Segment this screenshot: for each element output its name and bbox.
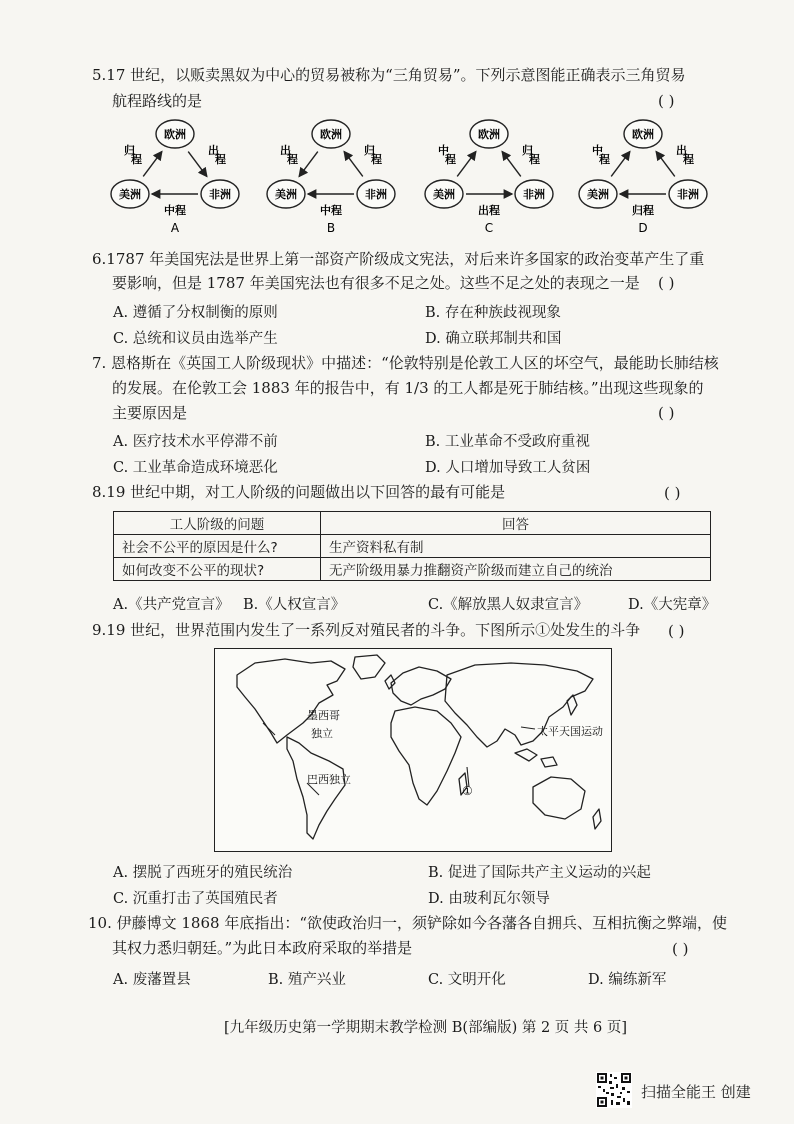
q5-arrow-right-edge xyxy=(188,152,207,177)
q9-option-c: C. 沉重打击了英国殖民者 xyxy=(113,891,278,907)
map-label-mexico-1: 墨西哥 xyxy=(307,709,340,722)
world-map xyxy=(214,648,612,852)
q5-node-label: 欧洲 xyxy=(478,128,500,141)
greenland-outline xyxy=(353,655,385,679)
q5-node-label: 美洲 xyxy=(587,188,609,201)
q5-diagram-letter: A xyxy=(170,221,180,235)
q8-answer-blank: ( ) xyxy=(664,484,681,502)
australia-outline xyxy=(533,777,585,819)
q5-arrow-right-edge xyxy=(344,152,363,177)
q8-table-header-answer: 回答 xyxy=(321,512,711,535)
q5-diagram-letter: D xyxy=(638,221,648,235)
q5-label-left-edge: 中程 xyxy=(438,144,456,166)
q7-option-c: C. 工业革命造成环境恶化 xyxy=(113,460,278,476)
q5-label-right-edge: 归程 xyxy=(522,144,540,166)
q8-option-a: A.《共产党宣言》 xyxy=(113,597,230,613)
q5-node-label: 欧洲 xyxy=(320,128,342,141)
europe-outline xyxy=(391,667,451,705)
table-row xyxy=(114,558,711,581)
q10-option-c: C. 文明开化 xyxy=(428,972,506,988)
q9-option-b: B. 促进了国际共产主义运动的兴起 xyxy=(428,865,651,881)
q6-answer-blank: ( ) xyxy=(658,274,675,292)
q8-option-b: B.《人权宣言》 xyxy=(243,597,346,613)
q5-node-label: 美洲 xyxy=(433,188,455,201)
taiping-arrow xyxy=(521,727,535,729)
q7-stem-line3: 主要原因是 xyxy=(112,404,188,422)
south-america-outline xyxy=(287,737,345,839)
britain-outline xyxy=(385,675,395,689)
q5-node-label: 美洲 xyxy=(119,188,141,201)
q5-label-right-edge: 出程 xyxy=(676,144,694,166)
q6-stem-line2: 要影响，但是 1787 年美国宪法也有很多不足之处。这些不足之处的表现之一是 xyxy=(112,274,640,292)
q5-diagram-d xyxy=(578,116,708,236)
africa-outline xyxy=(391,707,461,805)
q9-option-a: A. 摆脱了西班牙的殖民统治 xyxy=(113,865,293,881)
q7-stem-line2: 的发展。在伦敦工会 1883 年的报告中，有 1/3 的工人都是死于肺结核。”出现这些现象的 xyxy=(112,379,704,397)
q6-option-c: C. 总统和议员由选举产生 xyxy=(113,331,278,347)
q5-arrow-left-edge xyxy=(299,152,318,177)
map-label-mexico-2: 独立 xyxy=(311,727,333,740)
q5-node-label: 美洲 xyxy=(275,188,297,201)
islands-outline xyxy=(515,749,557,767)
q8-table-cell: 无产阶级用暴力推翻资产阶级而建立自己的统治 xyxy=(321,558,711,581)
q5-label-bottom-edge: 归程 xyxy=(632,204,654,217)
mexico-arrow xyxy=(263,723,275,735)
q5-diagram-letter: C xyxy=(484,221,494,235)
q8-table-header-row xyxy=(114,512,711,535)
q5-diagram-c xyxy=(424,116,554,236)
q9-stem-line1: 9.19 世纪，世界范围内发生了一系列反对殖民者的斗争。下图所示①处发生的斗争 xyxy=(92,621,641,639)
map-marker-1: ① xyxy=(462,784,473,798)
q5-node-label: 非洲 xyxy=(677,188,699,201)
world-map-drawing xyxy=(215,649,611,851)
q8-table-cell: 生产资料私有制 xyxy=(321,535,711,558)
q10-option-b: B. 殖产兴业 xyxy=(268,972,346,988)
q5-label-right-edge: 出程 xyxy=(208,144,226,166)
q7-answer-blank: ( ) xyxy=(658,404,675,422)
map-label-taiping: 太平天国运动 xyxy=(537,725,603,738)
q8-table-cell: 社会不公平的原因是什么? xyxy=(114,535,321,558)
q10-stem-line1: 10. 伊藤博文 1868 年底指出：“欲使政治归一，须铲除如今各藩各自拥兵、互相抗衡之弊端，使 xyxy=(88,914,728,932)
q5-answer-blank: ( ) xyxy=(658,92,675,110)
q5-arrow-right-edge xyxy=(656,152,675,177)
q7-option-b: B. 工业革命不受政府重视 xyxy=(425,434,590,450)
q7-stem-line1: 7. 恩格斯在《英国工人阶级现状》中描述：“伦敦特别是伦敦工人区的坏空气，最能助长肺结核 xyxy=(92,354,719,372)
q5-label-bottom-edge: 出程 xyxy=(478,204,500,217)
q5-arrow-left-edge xyxy=(611,152,630,177)
q5-node-label: 非洲 xyxy=(523,188,545,201)
q6-option-d: D. 确立联邦制共和国 xyxy=(425,331,562,347)
q10-answer-blank: ( ) xyxy=(672,940,689,958)
q5-node-label: 欧洲 xyxy=(632,128,654,141)
q8-option-c: C.《解放黑人奴隶宣言》 xyxy=(428,597,589,613)
q5-label-bottom-edge: 中程 xyxy=(164,204,186,217)
q10-stem-line2: 其权力悉归朝廷。”为此日本政府采取的举措是 xyxy=(112,939,413,957)
q8-option-d: D.《大宪章》 xyxy=(628,597,717,613)
japan-outline xyxy=(567,695,577,715)
q7-option-d: D. 人口增加导致工人贫困 xyxy=(425,460,591,476)
q5-node-label: 非洲 xyxy=(365,188,387,201)
q5-node-label: 欧洲 xyxy=(164,128,186,141)
watermark-text: 扫描全能王 创建 xyxy=(641,1083,751,1101)
page-footer: [九年级历史第一学期期末教学检测 B(部编版) 第 2 页 共 6 页] xyxy=(224,1020,627,1036)
q5-label-right-edge: 归程 xyxy=(364,144,382,166)
q5-label-bottom-edge: 中程 xyxy=(320,204,342,217)
table-row xyxy=(114,535,711,558)
q9-option-d: D. 由玻利瓦尔领导 xyxy=(428,891,550,907)
q6-option-a: A. 遵循了分权制衡的原则 xyxy=(113,305,278,321)
q6-stem-line1: 6.1787 年美国宪法是世界上第一部资产阶级成文宪法，对后来许多国家的政治变革产生了重 xyxy=(92,250,705,268)
q5-arrow-left-edge xyxy=(457,152,476,177)
q6-option-b: B. 存在种族歧视现象 xyxy=(425,305,561,321)
q5-arrow-left-edge xyxy=(143,152,162,177)
q5-label-left-edge: 归程 xyxy=(124,144,142,166)
q10-option-d: D. 编练新军 xyxy=(588,972,667,988)
q5-diagram-a xyxy=(110,116,240,236)
map-label-brazil: 巴西独立 xyxy=(307,773,351,786)
q5-diagram-b xyxy=(266,116,396,236)
q5-label-left-edge: 中程 xyxy=(592,144,610,166)
new-zealand-outline xyxy=(593,809,601,829)
q8-table-header-question: 工人阶级的问题 xyxy=(114,512,321,535)
q5-arrow-right-edge xyxy=(502,152,521,177)
q5-stem-line2: 航程路线的是 xyxy=(112,92,203,110)
q10-option-a: A. 废藩置县 xyxy=(113,972,191,988)
q5-stem-line1: 5.17 世纪，以贩卖黑奴为中心的贸易被称为“三角贸易”。下列示意图能正确表示三角贸易 xyxy=(92,66,686,84)
q8-stem-line1: 8.19 世纪中期，对工人阶级的问题做出以下回答的最有可能是 xyxy=(92,483,506,501)
q8-table-cell: 如何改变不公平的现状? xyxy=(114,558,321,581)
q8-table xyxy=(113,511,711,581)
q9-answer-blank: ( ) xyxy=(668,622,685,640)
q5-diagram-letter: B xyxy=(326,221,336,235)
q5-node-label: 非洲 xyxy=(209,188,231,201)
q7-option-a: A. 医疗技术水平停滞不前 xyxy=(113,434,278,450)
q5-label-left-edge: 出程 xyxy=(280,144,298,166)
qr-code-icon xyxy=(596,1072,632,1108)
